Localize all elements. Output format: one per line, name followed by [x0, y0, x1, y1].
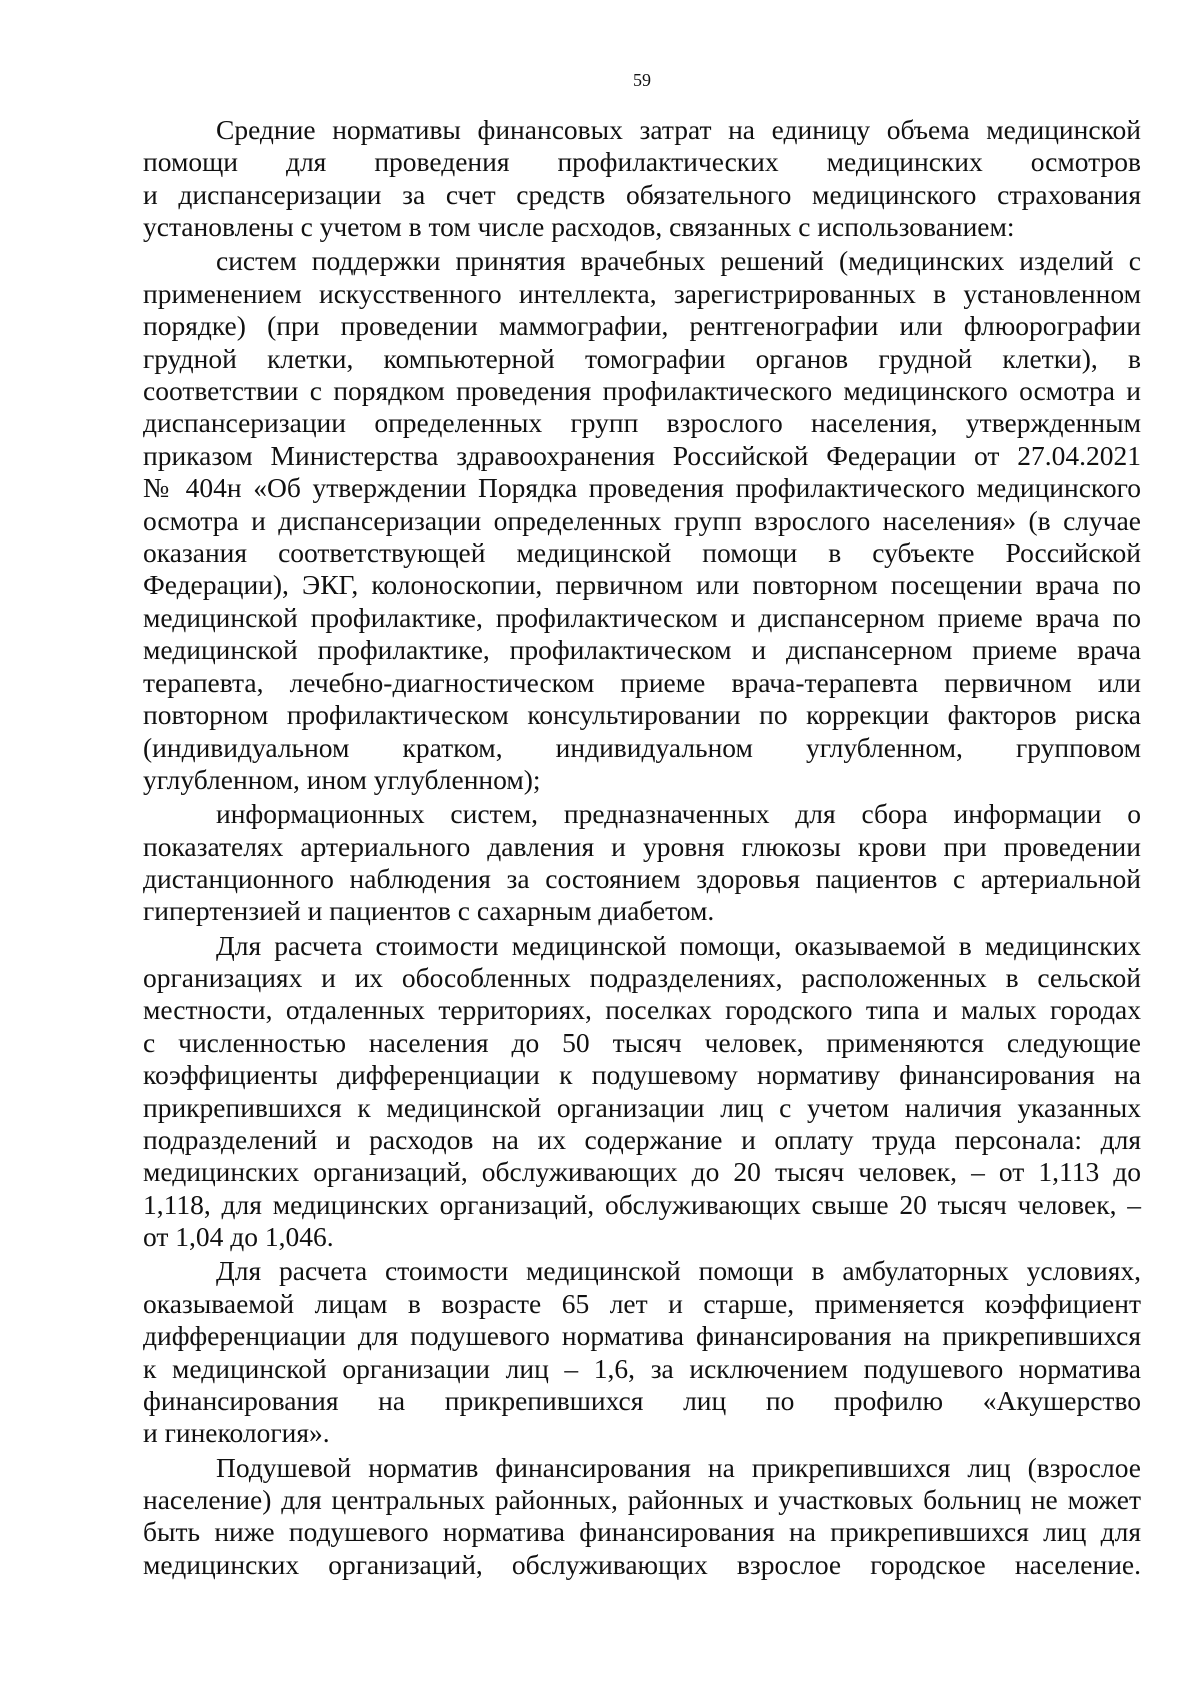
- text-line: финансирования на прикрепившихся лиц по профилю «Акушерство: [143, 1385, 1141, 1417]
- text-line: медицинских организаций, обслуживающих взрослое городское население.: [143, 1548, 1141, 1580]
- text-line: подразделений и расходов на их содержание и оплату труда персонала: для: [143, 1123, 1141, 1155]
- text-line: систем поддержки принятия врачебных решений (медицинских изделий с: [216, 245, 1141, 277]
- paragraph: [143, 245, 1141, 796]
- text-line: диспансеризации определенных групп взрослого населения, утвержденным: [143, 407, 1141, 439]
- page-number: 59: [633, 70, 651, 90]
- text-line: с численностью населения до 50 тысяч человек, применяются следующие: [143, 1026, 1141, 1058]
- paragraph: [143, 1255, 1141, 1449]
- text-line: терапевта, лечебно-диагностическом приеме врача-терапевта первичном или: [143, 666, 1141, 698]
- text-line: оказываемой лицам в возрасте 65 лет и старше, применяется коэффициент: [143, 1287, 1141, 1319]
- text-line: Средние нормативы финансовых затрат на единицу объема медицинской: [216, 114, 1141, 145]
- paragraph: [143, 114, 1141, 244]
- text-line: прикрепившихся к медицинской организации лиц с учетом наличия указанных: [143, 1091, 1141, 1123]
- text-line: установлены с учетом в том числе расходов, связанных с использованием:: [143, 211, 1015, 243]
- text-line: порядке) (при проведении маммографии, рентгенографии или флюорографии: [143, 310, 1141, 342]
- text-line: приказом Министерства здравоохранения Российской Федерации от 27.04.2021: [143, 439, 1141, 471]
- text-line: Подушевой норматив финансирования на прикрепившихся лиц (взрослое: [216, 1451, 1141, 1483]
- paragraph: [143, 798, 1141, 928]
- text-line: углубленном, ином углубленном);: [143, 763, 541, 795]
- text-line: информационных систем, предназначенных для сбора информации о: [216, 798, 1141, 830]
- text-line: № 404н «Об утверждении Порядка проведения профилактического медицинского: [143, 472, 1141, 504]
- text-line: дистанционного наблюдения за состоянием здоровья пациентов с артериальной: [143, 862, 1141, 894]
- text-line: Федерации), ЭКГ, колоноскопии, первичном или повторном посещении врача по: [143, 569, 1141, 601]
- text-line: 1,118, для медицинских организаций, обслуживающих свыше 20 тысяч человек, –: [143, 1188, 1141, 1220]
- document-body: [143, 114, 1141, 1583]
- text-line: организациях и их обособленных подразделениях, расположенных в сельской: [143, 961, 1141, 993]
- text-line: соответствии с порядком проведения профилактического медицинского осмотра и: [143, 375, 1141, 407]
- document-page: [143, 0, 1141, 1697]
- text-line: дифференциации для подушевого норматива финансирования на прикрепившихся: [143, 1320, 1141, 1352]
- text-line: к медицинской организации лиц – 1,6, за исключением подушевого норматива: [143, 1352, 1141, 1384]
- text-line: Для расчета стоимости медицинской помощи в амбулаторных условиях,: [216, 1255, 1141, 1287]
- text-line: (индивидуальном кратком, индивидуальном углубленном, групповом: [143, 731, 1141, 763]
- text-line: и диспансеризации за счет средств обязательного медицинского страхования: [143, 178, 1141, 210]
- text-line: помощи для проведения профилактических медицинских осмотров: [143, 146, 1141, 178]
- text-line: медицинской профилактике, профилактическом и диспансерном приеме врача: [143, 634, 1141, 666]
- text-line: население) для центральных районных, районных и участковых больниц не может: [143, 1484, 1141, 1516]
- text-line: грудной клетки, компьютерной томографии органов грудной клетки), в: [143, 342, 1141, 374]
- text-line: оказания соответствующей медицинской помощи в субъекте Российской: [143, 537, 1141, 569]
- text-line: от 1,04 до 1,046.: [143, 1221, 334, 1253]
- text-line: осмотра и диспансеризации определенных групп взрослого населения» (в случае: [143, 504, 1141, 536]
- text-line: быть ниже подушевого норматива финансирования на прикрепившихся лиц для: [143, 1516, 1141, 1548]
- paragraph: [143, 1452, 1141, 1582]
- text-line: местности, отдаленных территориях, поселках городского типа и малых городах: [143, 994, 1141, 1026]
- text-line: повторном профилактическом консультировании по коррекции факторов риска: [143, 699, 1141, 731]
- text-line: медицинской профилактике, профилактическом и диспансерном приеме врача по: [143, 601, 1141, 633]
- text-line: и гинекология».: [143, 1417, 330, 1449]
- text-line: показателях артериального давления и уровня глюкозы крови при проведении: [143, 830, 1141, 862]
- text-line: медицинских организаций, обслуживающих до 20 тысяч человек, – от 1,113 до: [143, 1156, 1141, 1188]
- text-line: коэффициенты дифференциации к подушевому нормативу финансирования на: [143, 1059, 1141, 1091]
- paragraph: [143, 930, 1141, 1254]
- text-line: Для расчета стоимости медицинской помощи, оказываемой в медицинских: [216, 929, 1141, 961]
- text-line: гипертензией и пациентов с сахарным диабетом.: [143, 895, 715, 927]
- text-line: применением искусственного интеллекта, зарегистрированных в установленном: [143, 277, 1141, 309]
